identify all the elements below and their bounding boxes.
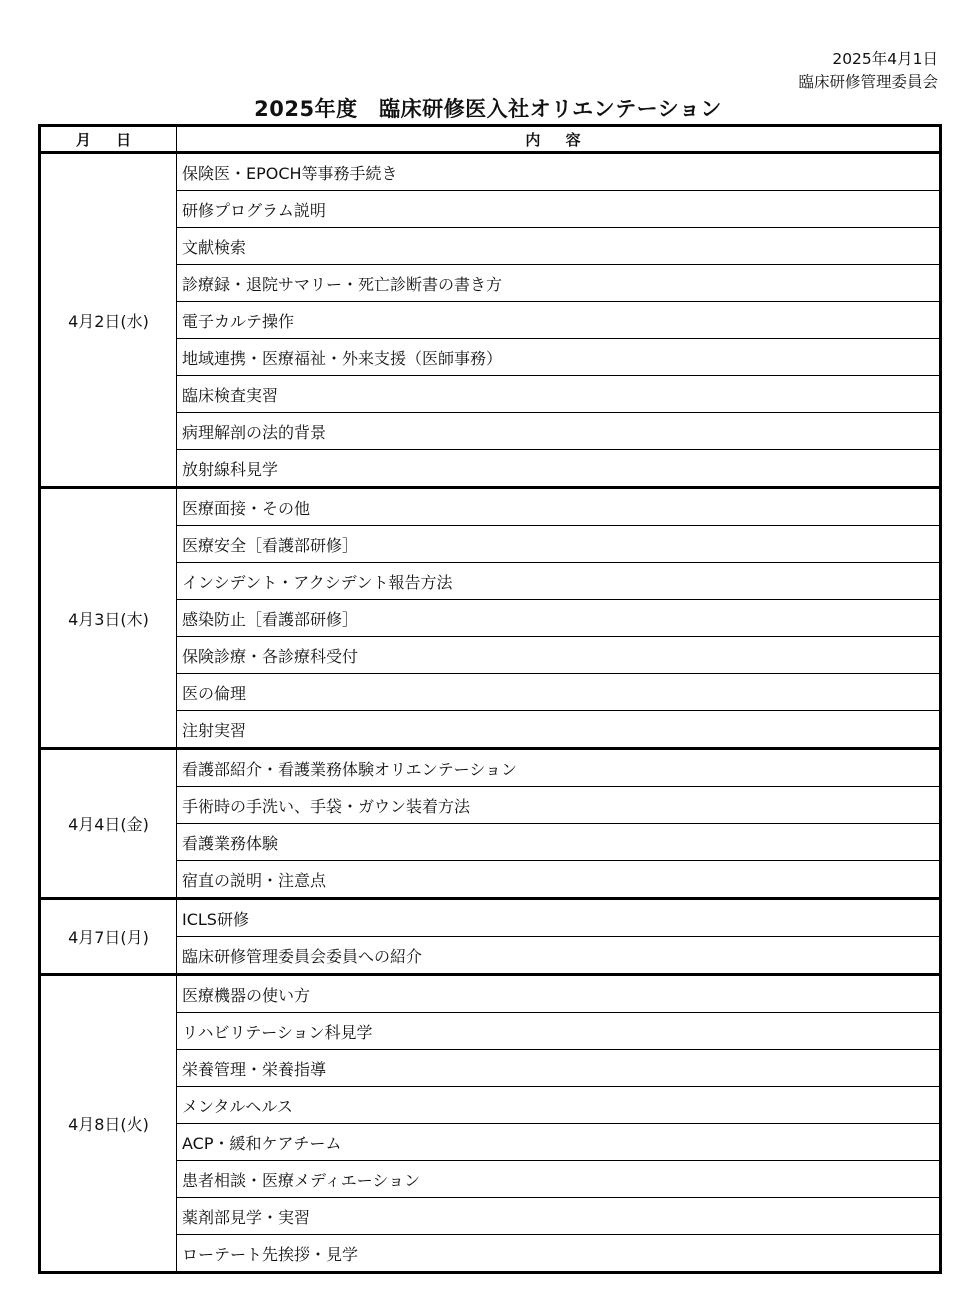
- session-item-cell: 患者相談・医療メディエーション: [177, 1161, 941, 1198]
- table-row: [40, 153, 941, 191]
- session-item-cell: 注射実習: [177, 711, 941, 749]
- session-item-cell: 臨床研修管理委員会委員への紹介: [177, 937, 941, 975]
- session-item-cell: メンタルヘルス: [177, 1087, 941, 1124]
- session-item-cell: 文献検索: [177, 228, 941, 265]
- table-row: [40, 488, 941, 526]
- day-date-cell: 4月2日(水): [40, 153, 177, 488]
- session-item-cell: 手術時の手洗い、手袋・ガウン装着方法: [177, 787, 941, 824]
- session-item-cell: 地域連携・医療福祉・外来支援（医師事務）: [177, 339, 941, 376]
- session-item-cell: 医療面接・その他: [177, 488, 941, 526]
- session-item-cell: 病理解剖の法的背景: [177, 413, 941, 450]
- column-header-date: 月 日: [40, 126, 177, 153]
- session-item-cell: 診療録・退院サマリー・死亡診断書の書き方: [177, 265, 941, 302]
- session-item-cell: 保険医・EPOCH等事務手続き: [177, 153, 941, 191]
- session-item-cell: ICLS研修: [177, 899, 941, 937]
- session-item-cell: インシデント・アクシデント報告方法: [177, 563, 941, 600]
- table-row: [40, 899, 941, 937]
- session-item-cell: 医の倫理: [177, 674, 941, 711]
- session-item-cell: ACP・緩和ケアチーム: [177, 1124, 941, 1161]
- session-item-cell: ローテート先挨拶・見学: [177, 1235, 941, 1273]
- session-item-cell: 電子カルテ操作: [177, 302, 941, 339]
- issue-date: 2025年4月1日: [832, 50, 938, 68]
- session-item-cell: 医療安全［看護部研修］: [177, 526, 941, 563]
- document-meta: [798, 48, 938, 94]
- session-item-cell: 保険診療・各診療科受付: [177, 637, 941, 674]
- session-item-cell: 放射線科見学: [177, 450, 941, 488]
- table-header-row: [40, 126, 941, 153]
- session-item-cell: 感染防止［看護部研修］: [177, 600, 941, 637]
- session-item-cell: 医療機器の使い方: [177, 975, 941, 1013]
- issuer: 臨床研修管理委員会: [798, 73, 938, 91]
- page-title: 2025年度 臨床研修医入社オリエンテーション: [254, 97, 722, 121]
- day-date-cell: 4月3日(木): [40, 488, 177, 749]
- schedule-body: [40, 153, 941, 1273]
- column-header-content: 内 容: [177, 126, 941, 153]
- day-date-cell: 4月8日(火): [68, 1115, 149, 1134]
- session-item-cell: 看護部紹介・看護業務体験オリエンテーション: [177, 749, 941, 787]
- session-item-cell: 研修プログラム説明: [177, 191, 941, 228]
- day-date-cell: 4月7日(月): [40, 899, 177, 975]
- session-item-cell: 看護業務体験: [177, 824, 941, 861]
- table-row: [40, 975, 941, 1013]
- session-item-cell: 薬剤部見学・実習: [177, 1198, 941, 1235]
- session-item-cell: 宿直の説明・注意点: [177, 861, 941, 899]
- table-row: [40, 749, 941, 787]
- session-item-cell: リハビリテーション科見学: [177, 1013, 941, 1050]
- day-date-cell: 4月4日(金): [40, 749, 177, 899]
- session-item-cell: 臨床検査実習: [177, 376, 941, 413]
- session-item-cell: 栄養管理・栄養指導: [177, 1050, 941, 1087]
- orientation-schedule-table: [38, 124, 942, 1274]
